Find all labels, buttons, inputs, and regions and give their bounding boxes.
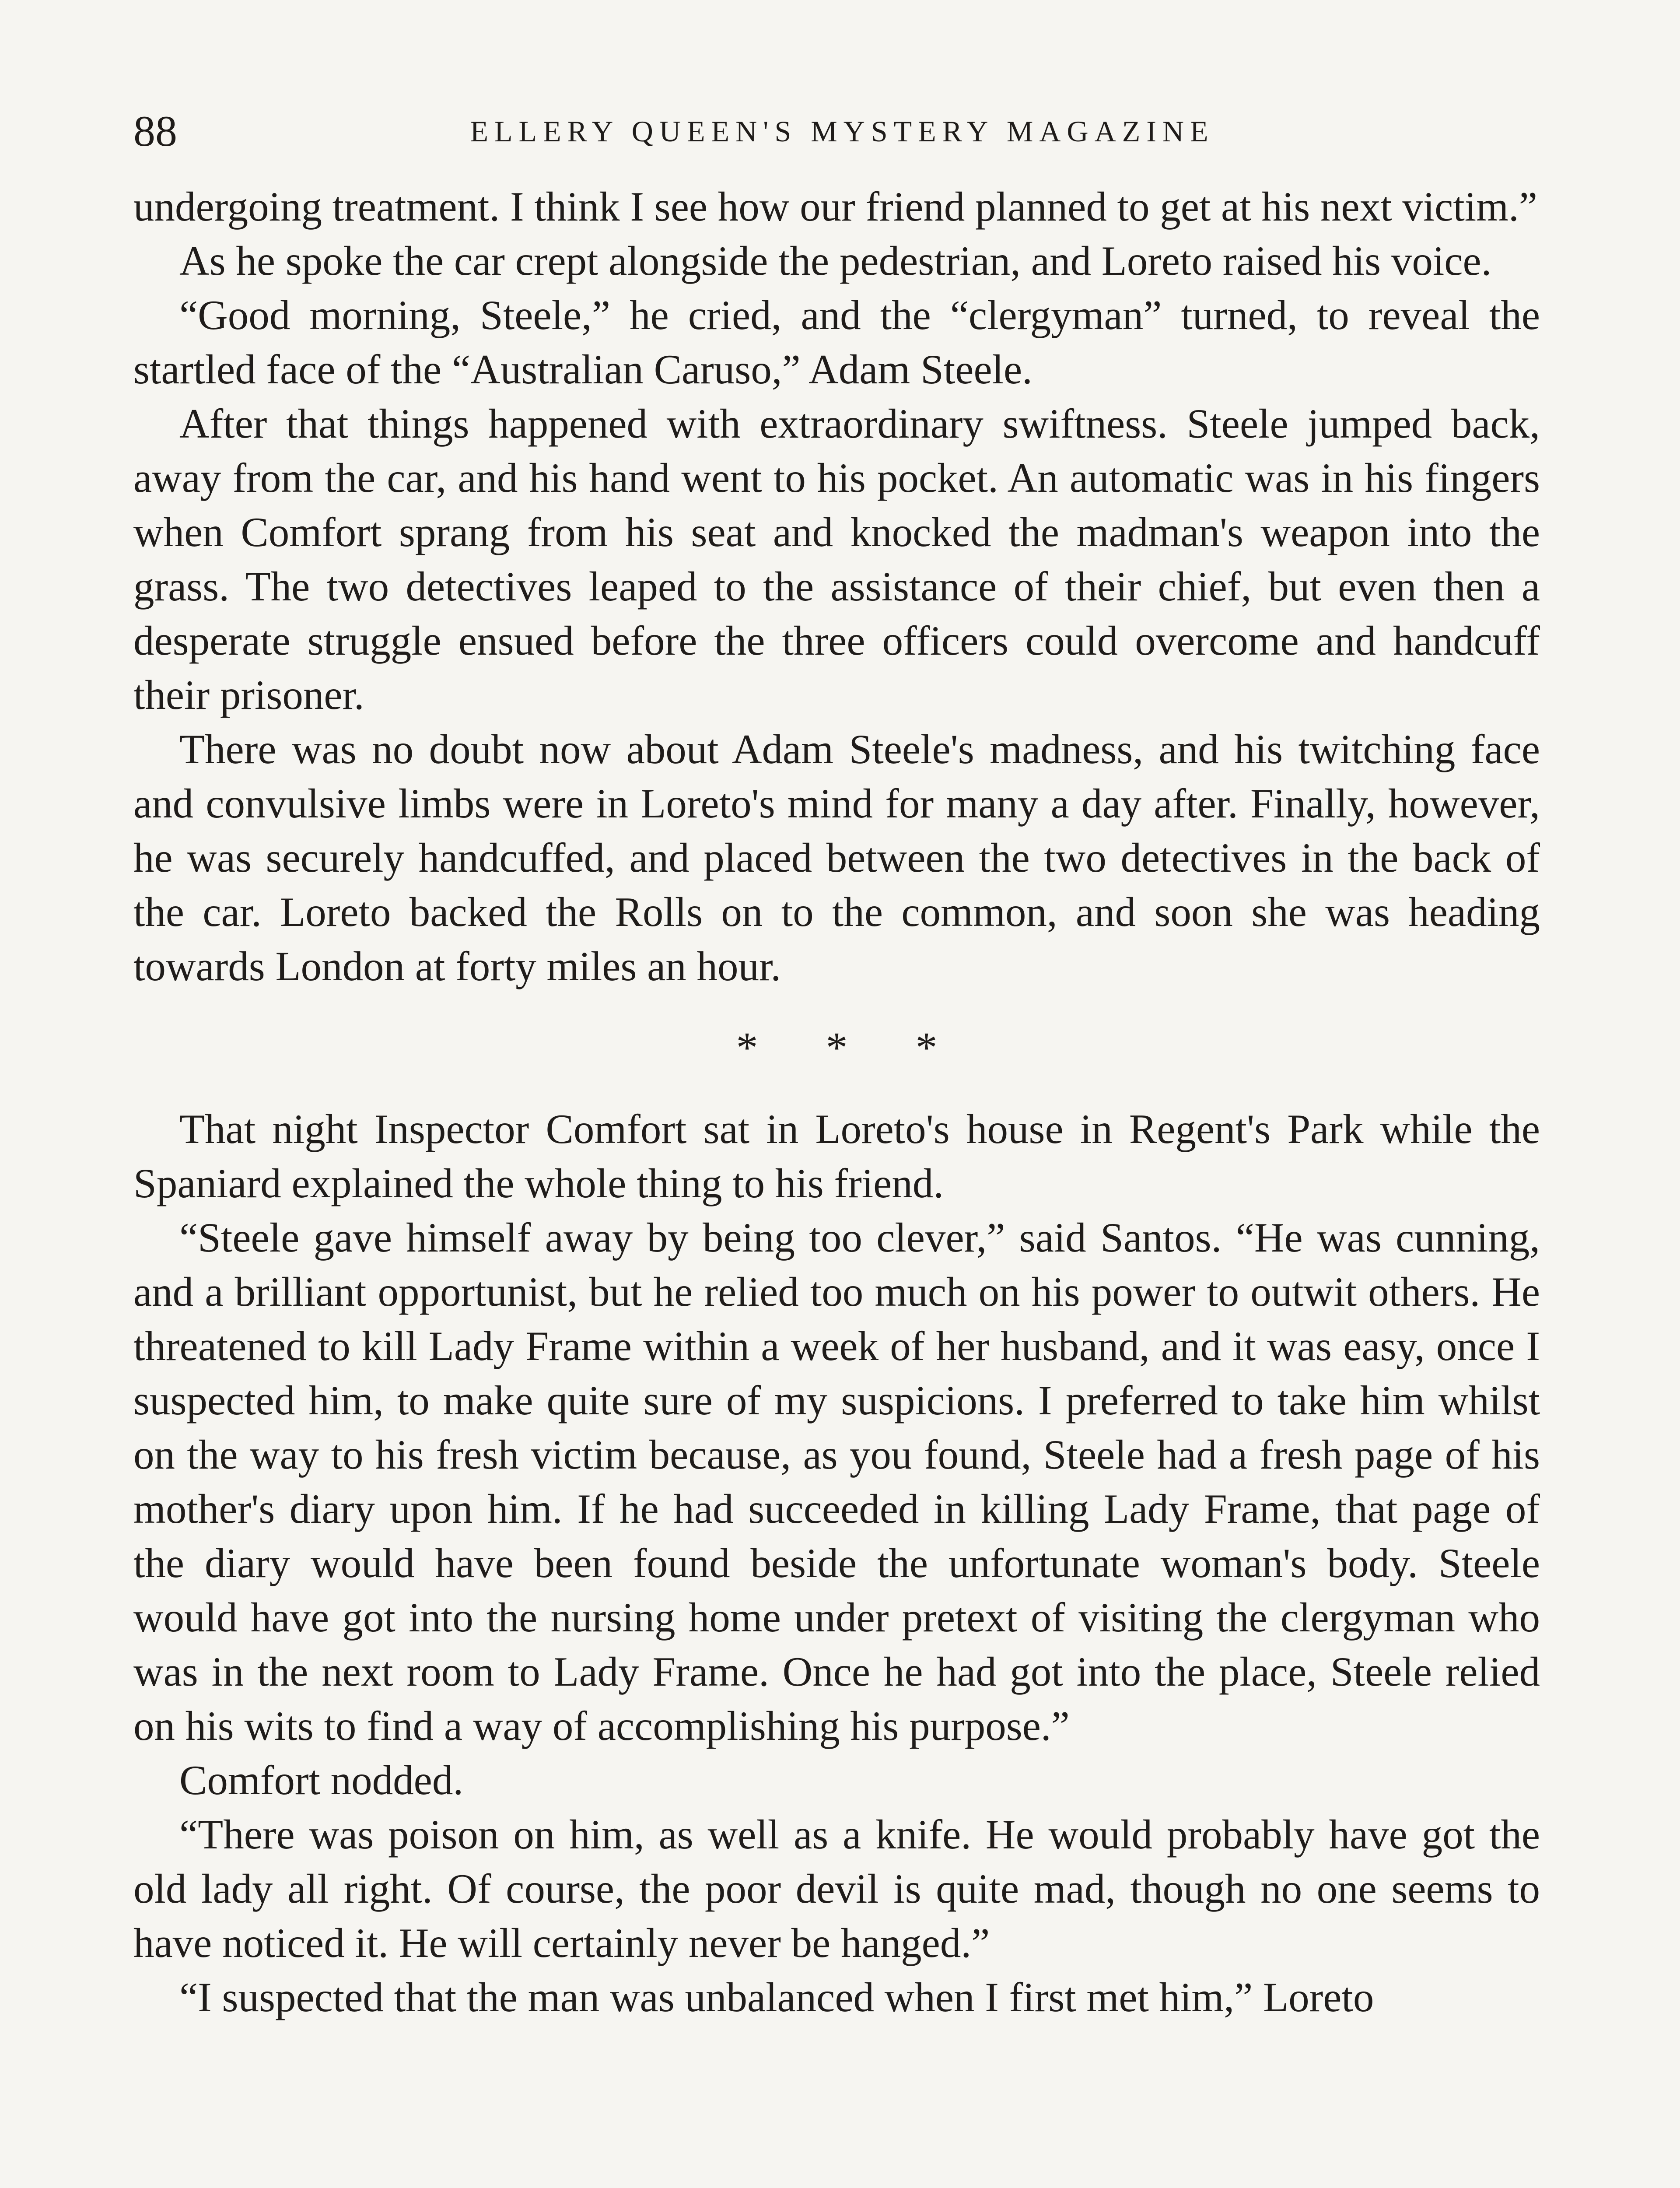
paragraph: As he spoke the car crept alongside the pedestrian, and Loreto raised his voice. xyxy=(179,238,1492,284)
paragraph: That night Inspector Comfort sat in Loreto's house in Regent's Park while the Spaniard explained the whole thing to his friend. xyxy=(133,1106,1540,1206)
paragraph-continuation: undergoing treatment. I think I see how our friend planned to get at his next victim.” xyxy=(133,183,1537,230)
page-number: 88 xyxy=(133,107,177,155)
paragraph: “Steele gave himself away by being too clever,” said Santos. “He was cunning, and a brilliant opportunist, but he relied too much on his power to outwit others. He threatened to kill Lady Frame within a week of her husband, and it was easy, once I suspected him, to make quite sure of my suspicions. I preferred to take him whilst on the way to his fresh victim because, as you found, Steele had a fresh page of his mother's diary upon him. If he had succeeded in killing Lady Frame, that page of the diary would have been found beside the unfortunate woman's body. Steele would have got into the nursing home under pretext of visiting the clergyman who was in the next room to Lady Frame. Once he had got into the place, Steele relied on his wits to find a way of accomplishing his purpose.” xyxy=(133,1214,1540,1749)
paragraph-last: “I suspected that the man was unbalanced when I first met him,” Loreto xyxy=(179,1974,1374,2020)
paragraph: “Good morning, Steele,” he cried, and the “clergyman” turned, to reveal the startled face of the “Australian Caruso,” Adam Steele. xyxy=(133,292,1540,393)
body-text xyxy=(133,179,1540,2024)
paragraph: After that things happened with extraordinary swiftness. Steele jumped back, away from the car, and his hand went to his pocket. An automatic was in his fingers when Comfort sprang from his seat and knocked the madman's weapon into the grass. The two detectives leaped to the assistance of their chief, but even then a desperate struggle ensued before the three officers could overcome and handcuff their prisoner. xyxy=(133,400,1540,718)
paragraph: There was no doubt now about Adam Steele's madness, and his twitching face and convulsive limbs were in Loreto's mind for many a day after. Finally, however, he was securely handcuffed, and placed between the two detectives in the back of the car. Loreto backed the Rolls on to the common, and soon she was heading towards London at forty miles an hour. xyxy=(133,726,1540,989)
paragraph: “There was poison on him, as well as a knife. He would probably have got the old lady all right. Of course, the poor devil is quite mad, though no one seems to have noticed it. He will certainly never be hanged.” xyxy=(133,1811,1540,1966)
page-header xyxy=(133,98,1551,164)
section-break: * * * xyxy=(736,1023,938,1072)
paragraph: Comfort nodded. xyxy=(179,1757,464,1803)
running-title: ELLERY QUEEN'S MYSTERY MAGAZINE xyxy=(470,115,1214,148)
